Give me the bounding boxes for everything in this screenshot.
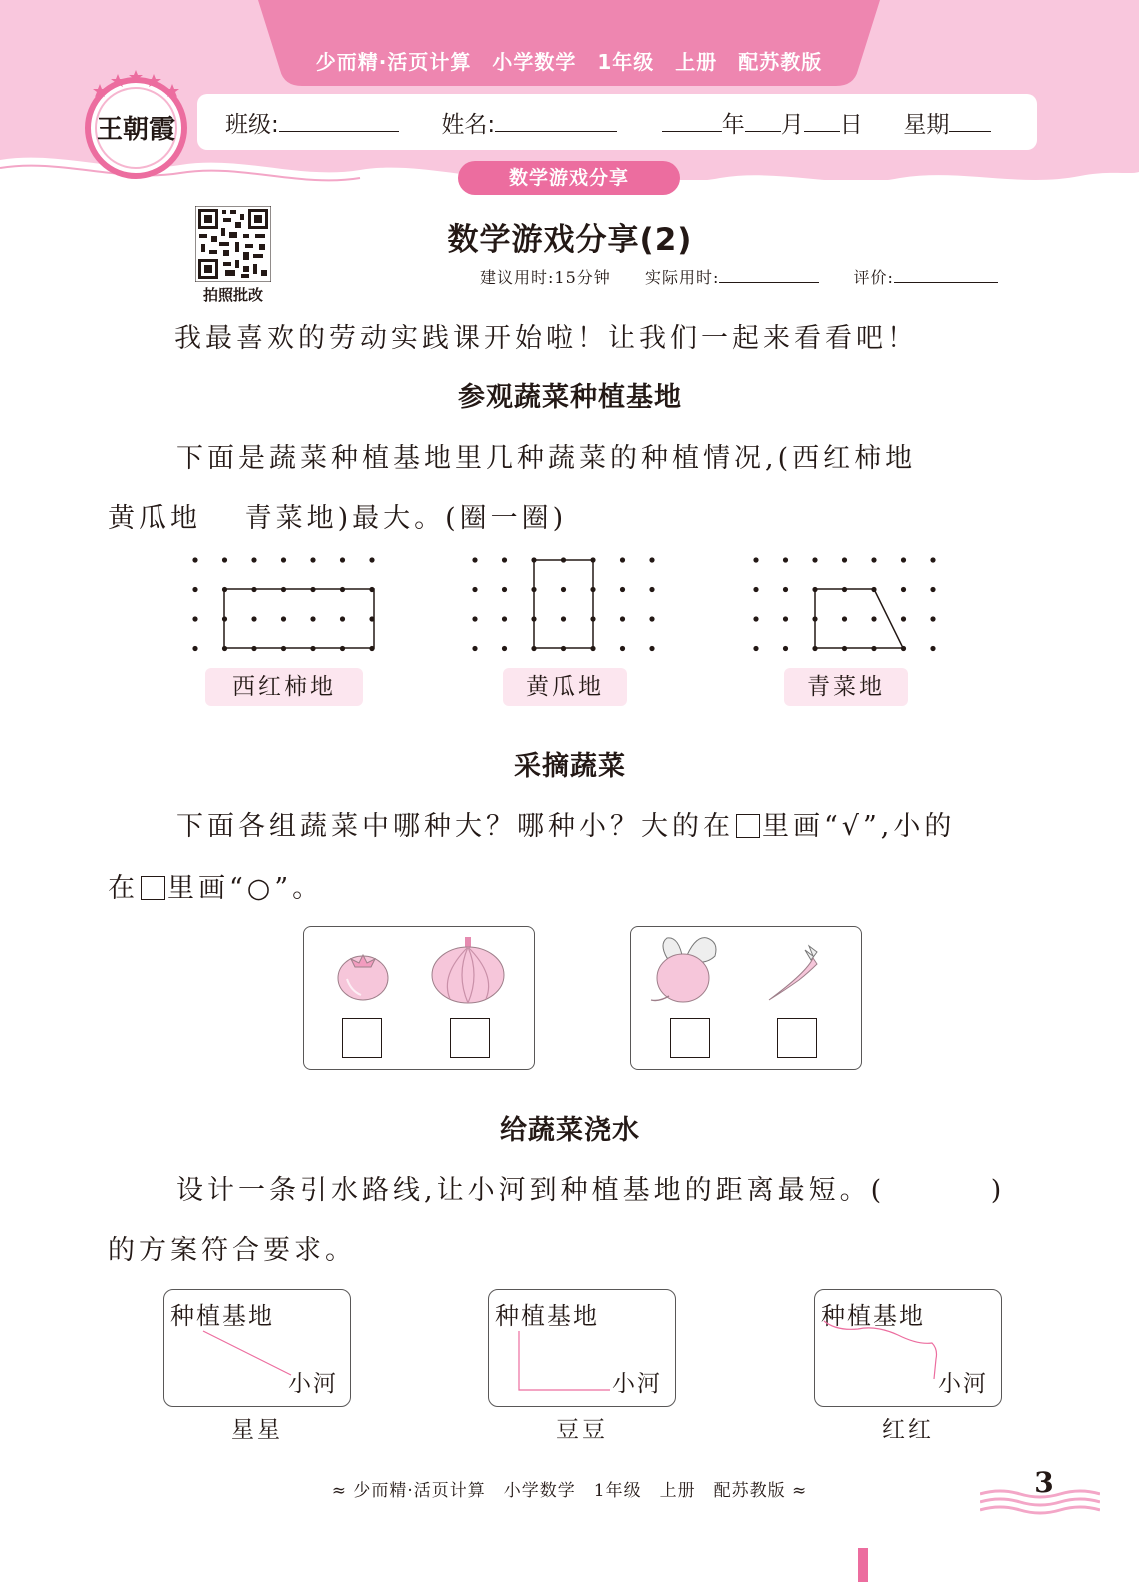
grid-dot <box>783 587 788 592</box>
grid-dot <box>620 557 625 562</box>
page-title: 数学游戏分享(2) <box>447 222 693 258</box>
label-cucumber-field[interactable]: 黄瓜地 <box>503 668 627 706</box>
inline-box-icon <box>141 876 165 900</box>
grid-dot <box>340 616 345 621</box>
part3-heading: 给蔬菜浇水 <box>500 1115 640 1146</box>
grid-dot <box>281 616 286 621</box>
plan-base-label: 种植基地 <box>495 1302 599 1330</box>
grid-dot <box>930 557 935 562</box>
grid-dot <box>649 587 654 592</box>
plan-name: 星星 <box>231 1417 283 1443</box>
answer-box-pumpkin[interactable] <box>450 1018 490 1058</box>
tomato-plot-shape <box>224 589 374 648</box>
rating-field[interactable] <box>894 265 998 283</box>
grid-dot <box>620 646 625 651</box>
qr-label: 拍照批改 <box>202 286 263 304</box>
month-field[interactable] <box>745 108 781 132</box>
grid-dot <box>812 557 817 562</box>
grid-dot <box>192 557 197 562</box>
part1-heading: 参观蔬菜种植基地 <box>458 382 682 413</box>
inline-box-icon <box>736 814 760 838</box>
plan-river-label: 小河 <box>612 1371 662 1397</box>
grid-dot <box>842 616 847 621</box>
grid-dot <box>753 616 758 621</box>
grid-dot <box>472 646 477 651</box>
grid-dot <box>930 646 935 651</box>
grid-dot <box>192 646 197 651</box>
answer-box-carrot[interactable] <box>777 1018 817 1058</box>
grid-dot <box>783 557 788 562</box>
footer-series: ≈ 少而精·活页计算 小学数学 1年级 上册 配苏教版 ≈ <box>331 1481 808 1501</box>
grid-dot <box>842 557 847 562</box>
grid-dot <box>340 557 345 562</box>
part1-line1: 下面是蔬菜种植基地里几种蔬菜的种植情况,(西红柿地 <box>176 443 917 474</box>
rating-label: 评价: <box>853 268 894 287</box>
grid-dot <box>871 557 876 562</box>
grid-dot <box>620 587 625 592</box>
day-label: 日 <box>839 112 863 138</box>
grid-dot <box>649 646 654 651</box>
grid-dot <box>502 587 507 592</box>
part2-line1-text-a: 下面各组蔬菜中哪种大？哪种小？大的在 <box>176 811 734 842</box>
weekday-label: 星期 <box>903 112 950 138</box>
grid-dot <box>753 557 758 562</box>
grid-tomato <box>192 557 374 651</box>
plan-route-honghong <box>814 1289 1002 1407</box>
grid-dot <box>901 557 906 562</box>
grid-dot <box>620 616 625 621</box>
name-label: 姓名: <box>441 112 496 138</box>
grid-dot <box>502 557 507 562</box>
grid-dot <box>649 557 654 562</box>
grid-dot <box>192 616 197 621</box>
grid-dot <box>783 616 788 621</box>
grid-dot <box>192 587 197 592</box>
greens-plot-shape <box>815 589 903 648</box>
tomato-icon <box>333 945 393 1005</box>
weekday-field[interactable] <box>949 108 991 132</box>
logo-text: 王朝霞 <box>96 115 176 145</box>
year-field[interactable] <box>662 108 722 132</box>
page-number: 3 <box>1034 1466 1054 1499</box>
grid-dot <box>369 557 374 562</box>
grid-dot <box>901 587 906 592</box>
plan-route-doudou <box>488 1289 676 1407</box>
part2-line2-text-a: 在 <box>108 873 139 904</box>
qr-code[interactable] <box>195 206 271 282</box>
brand-logo <box>80 70 192 182</box>
section-tag: 数学游戏分享 <box>458 161 680 195</box>
part1-line2: 黄瓜地 青菜地)最大。(圈一圈) <box>108 503 568 534</box>
grid-dot <box>649 616 654 621</box>
name-field[interactable] <box>495 108 617 132</box>
series-title: 少而精·活页计算 小学数学 1年级 上册 配苏教版 <box>315 50 823 74</box>
label-tomato-field[interactable]: 西红柿地 <box>205 668 363 706</box>
grid-dot <box>222 557 227 562</box>
grid-dot <box>753 587 758 592</box>
grid-greens <box>753 557 935 651</box>
grid-dot <box>472 616 477 621</box>
grid-dot <box>472 587 477 592</box>
part2-line1 <box>176 804 955 843</box>
plan-route-xingxing <box>163 1289 351 1407</box>
page-tab-mark <box>858 1548 868 1582</box>
grid-dot <box>472 557 477 562</box>
part2-line2 <box>108 866 323 905</box>
grid-dot <box>561 616 566 621</box>
student-info-row <box>225 106 991 139</box>
plan-base-label: 种植基地 <box>170 1302 274 1330</box>
grid-dot <box>310 557 315 562</box>
grid-dot <box>502 646 507 651</box>
answer-box-radish[interactable] <box>670 1018 710 1058</box>
grid-dot <box>561 587 566 592</box>
cucumber-plot-shape <box>534 560 593 648</box>
grid-dot <box>502 616 507 621</box>
actual-time-field[interactable] <box>719 265 819 283</box>
part3-line2: 的方案符合要求。 <box>108 1235 356 1266</box>
grid-dot <box>281 557 286 562</box>
grid-dot <box>310 616 315 621</box>
part2-line2-text-b: 里画“○”。 <box>167 873 324 904</box>
part2-line1-text-b: 里画“√”,小的 <box>762 811 956 842</box>
month-label: 月 <box>780 112 804 138</box>
part2-heading: 采摘蔬菜 <box>514 751 626 782</box>
suggested-time: 建议用时:15分钟 <box>480 268 611 287</box>
grid-dot <box>930 587 935 592</box>
timing-row <box>480 265 998 288</box>
plan-name: 豆豆 <box>556 1417 608 1443</box>
grid-cucumber <box>472 557 654 651</box>
grid-dot <box>871 616 876 621</box>
grid-dot <box>783 646 788 651</box>
class-label: 班级: <box>225 112 279 138</box>
plan-river-label: 小河 <box>938 1371 988 1397</box>
plan-base-label: 种植基地 <box>821 1302 925 1330</box>
carrot-icon <box>765 942 829 1006</box>
grid-dot <box>251 616 256 621</box>
dot-grids <box>180 545 960 665</box>
grid-dot <box>901 616 906 621</box>
actual-time-label: 实际用时: <box>644 268 720 287</box>
plan-river-label: 小河 <box>288 1371 338 1397</box>
year-label: 年 <box>721 112 745 138</box>
pumpkin-icon <box>430 935 506 1005</box>
grid-dot <box>753 646 758 651</box>
plan-name: 红红 <box>882 1417 934 1443</box>
intro-text: 我最喜欢的劳动实践课开始啦！让我们一起来看看吧！ <box>174 323 918 354</box>
day-field[interactable] <box>804 108 840 132</box>
part3-line1: 设计一条引水路线,让小河到种植基地的距离最短。( ) <box>176 1175 1006 1206</box>
grid-dot <box>251 557 256 562</box>
class-field[interactable] <box>279 108 399 132</box>
label-greens-field[interactable]: 青菜地 <box>784 668 908 706</box>
grid-dot <box>930 616 935 621</box>
answer-box-tomato[interactable] <box>342 1018 382 1058</box>
radish-icon <box>645 930 725 1010</box>
